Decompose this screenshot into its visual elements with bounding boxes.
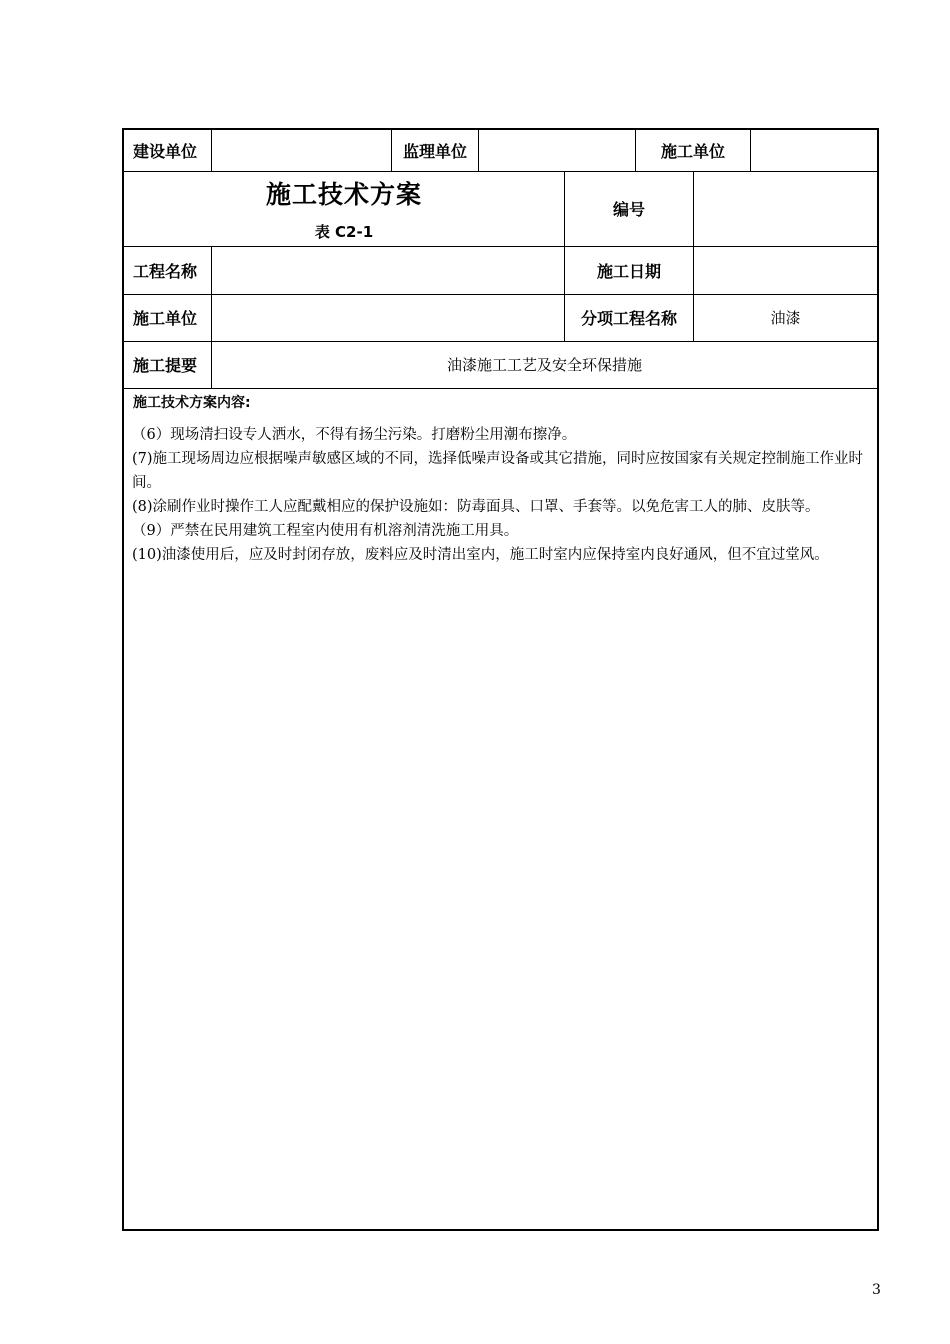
contractor-label: 施工单位	[635, 130, 750, 171]
number-value[interactable]	[693, 171, 877, 246]
unit-value[interactable]	[211, 294, 564, 341]
content-paragraph: (8)涂刷作业时操作工人应配戴相应的保护设施如：防毒面具、口罩、手套等。以免危害工人的肺、皮肤等。	[132, 499, 820, 515]
content-paragraph: (10)油漆使用后，应及时封闭存放，废料应及时清出室内，施工时室内应保持室内良好通风，但不宜过堂风。	[132, 547, 829, 563]
construction-unit-value[interactable]	[211, 130, 391, 171]
header-row	[124, 130, 877, 172]
sub-project-value[interactable]: 油漆	[693, 294, 877, 341]
form-code: 表 C2-1	[314, 223, 374, 241]
content-paragraph: (7)施工现场周边应根据噪声敏感区域的不同，选择低噪声设备或其它措施，同时应按国家有关规定控制施工作业时间。	[132, 451, 864, 491]
unit-label: 施工单位	[133, 309, 198, 328]
project-name-label: 工程名称	[133, 261, 198, 281]
project-name-value[interactable]	[211, 246, 564, 294]
construction-plan-form	[122, 128, 879, 1231]
date-value[interactable]	[693, 246, 877, 294]
summary-label: 施工提要	[133, 356, 198, 375]
unit-row	[124, 294, 877, 342]
page-title: 施工技术方案	[265, 180, 422, 209]
summary-row	[124, 341, 877, 389]
title-row	[124, 171, 877, 247]
page-number: 3	[872, 1282, 881, 1298]
content-paragraph: （9）严禁在民用建筑工程室内使用有机溶剂清洗施工用具。	[132, 523, 519, 539]
content-body	[132, 423, 874, 567]
sub-project-label: 分项工程名称	[564, 294, 693, 341]
date-label: 施工日期	[564, 246, 693, 294]
construction-unit-label: 建设单位	[133, 142, 198, 161]
content-heading: 施工技术方案内容:	[133, 395, 251, 411]
content-paragraph: （6）现场清扫设专人洒水，不得有扬尘污染。打磨粉尘用潮布擦净。	[132, 427, 577, 443]
project-name-row	[124, 246, 877, 295]
supervision-unit-value[interactable]	[478, 130, 635, 171]
number-label: 编号	[564, 171, 693, 246]
contractor-value[interactable]	[750, 130, 877, 171]
supervision-unit-label: 监理单位	[391, 130, 478, 171]
summary-value[interactable]: 油漆施工工艺及安全环保措施	[211, 341, 877, 388]
title-block	[124, 171, 564, 246]
